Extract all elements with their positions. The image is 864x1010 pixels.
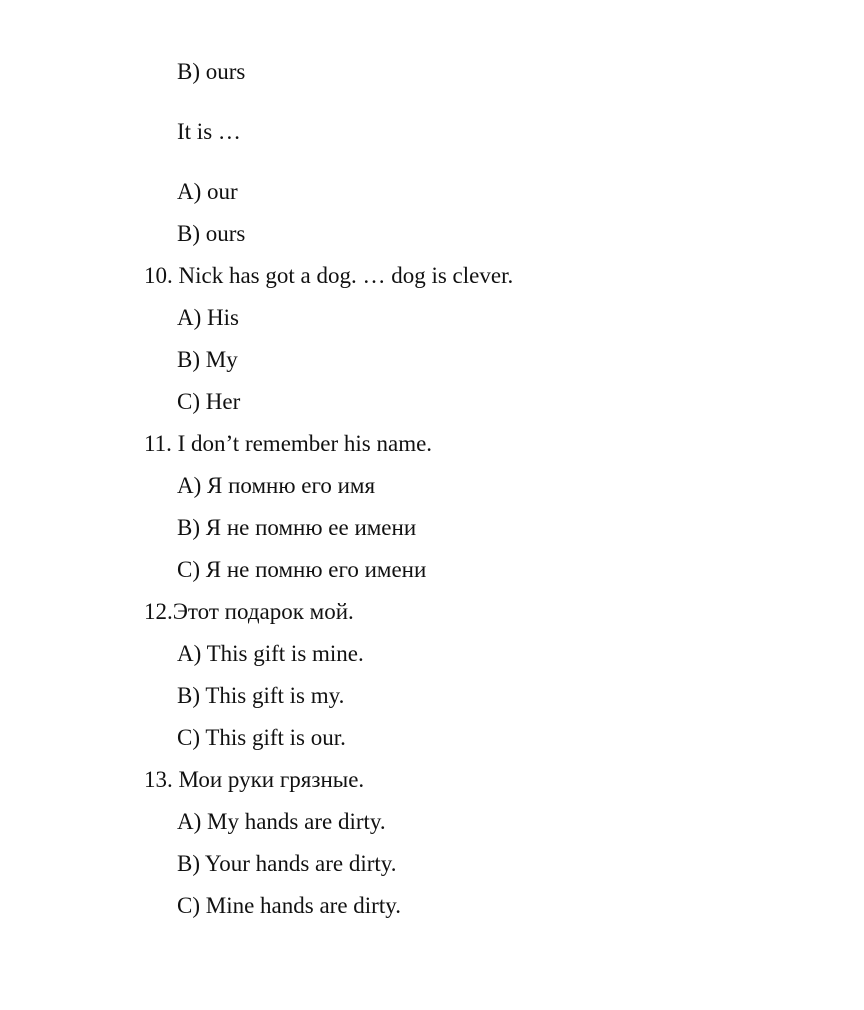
question-12: 12.Этот подарок мой. <box>144 599 354 624</box>
question-11-option-c: C) Я не помню его имени <box>177 557 427 582</box>
option-b: B) ours <box>177 221 246 246</box>
question-12-option-c: C) This gift is our. <box>177 725 346 750</box>
question-13-option-a: A) My hands are dirty. <box>177 809 386 834</box>
question-11-option-a: A) Я помню его имя <box>177 473 376 498</box>
question-12-option-b: B) This gift is my. <box>177 683 345 708</box>
question-10-option-a: A) His <box>177 305 239 330</box>
question-10: 10. Nick has got a dog. … dog is clever. <box>144 263 514 288</box>
question-11: 11. I don’t remember his name. <box>144 431 433 456</box>
question-10-option-b: B) My <box>177 347 238 372</box>
option-a: A) our <box>177 179 238 204</box>
question-13-option-b: B) Your hands are dirty. <box>177 851 397 876</box>
question-13-option-c: C) Mine hands are dirty. <box>177 893 401 918</box>
question-11-option-b: B) Я не помню ее имени <box>177 515 417 540</box>
question-12-option-a: A) This gift is mine. <box>177 641 364 666</box>
question-10-option-c: C) Her <box>177 389 241 414</box>
question-13: 13. Мои руки грязные. <box>144 767 365 792</box>
prev-option-b: B) ours <box>177 59 246 84</box>
question-prompt: It is … <box>177 119 241 144</box>
